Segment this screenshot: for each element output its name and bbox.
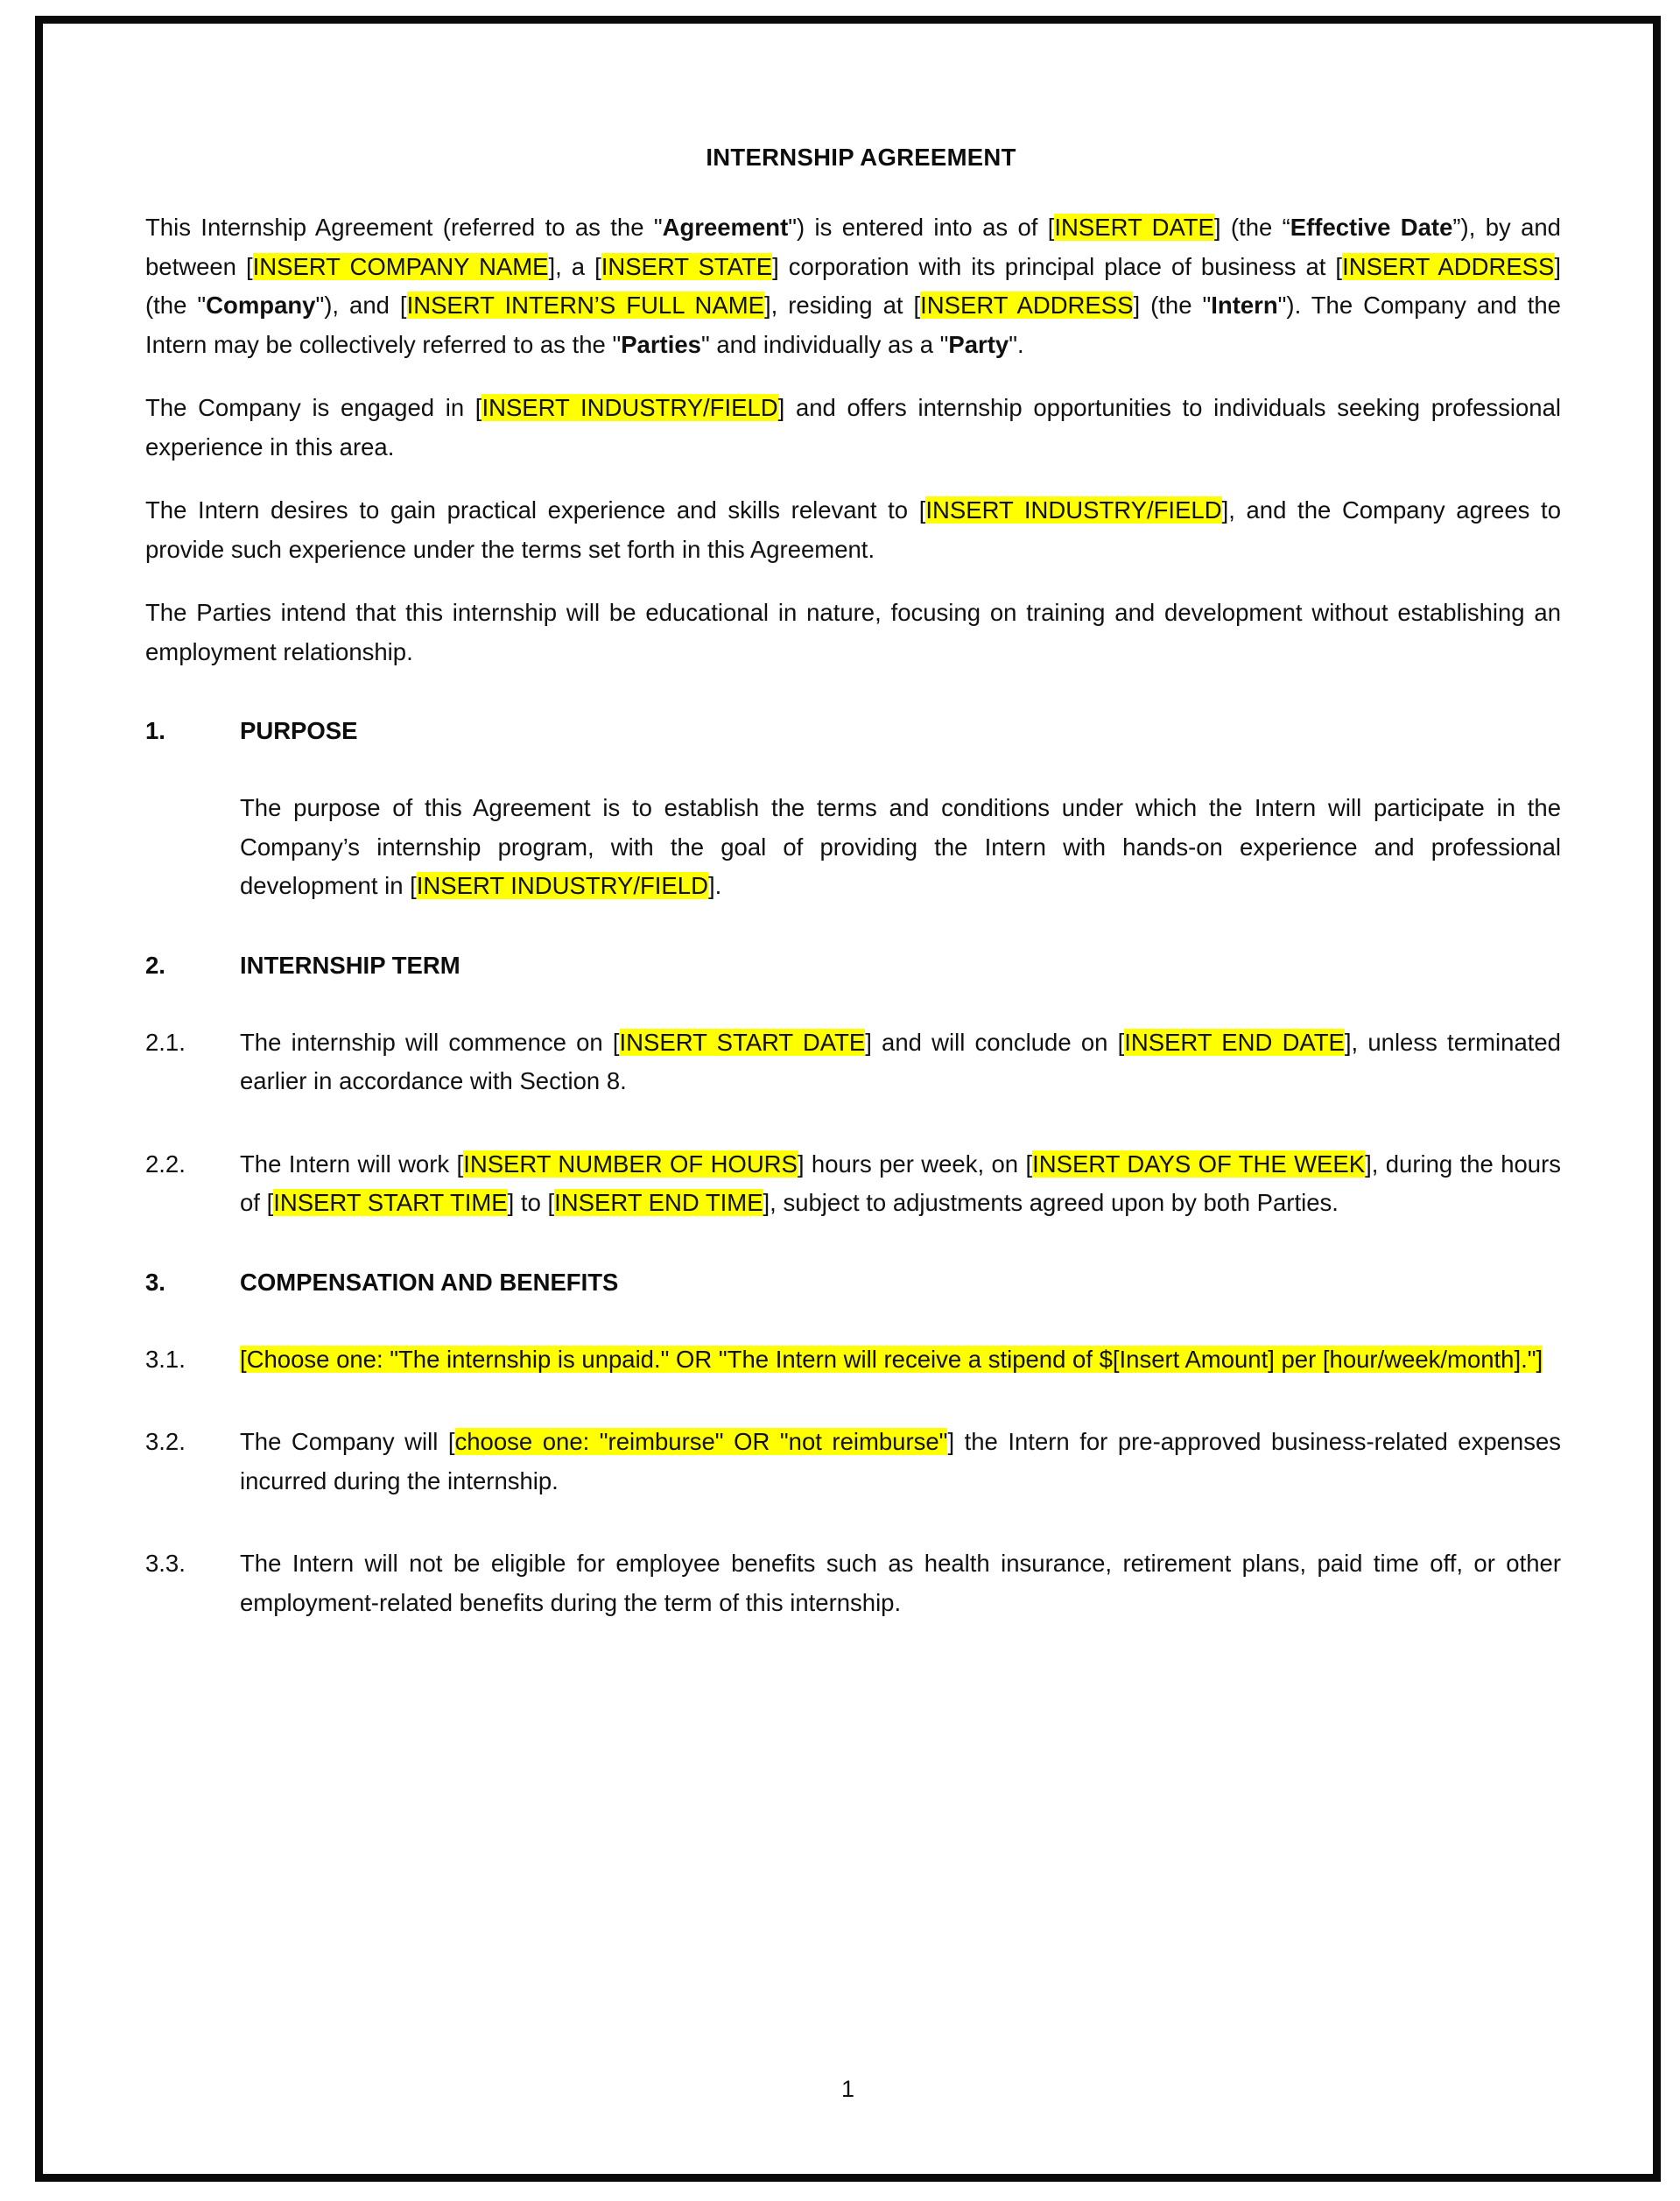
text-run: ] corporation with its principal place of business at [ [772,252,1343,280]
text-run: The internship will commence on [ [240,1028,620,1056]
text-run: ] and offers internship opportunities to individuals seeking professional experience in this area. [145,394,1561,461]
text-run: ”), by and between [ [145,214,1561,280]
clause-number: 3.3. [145,1550,186,1578]
term-effective-date: Effective Date [1290,214,1453,241]
text-run: ] (the " [145,252,1562,320]
text-run: ") is entered into as of [ [788,214,1055,241]
term-agreement: Agreement [662,214,789,241]
section-heading-1 [145,715,1561,747]
placeholder-insert-start-date: INSERT START DATE [619,1028,866,1056]
clause-3-3 [145,1544,1561,1622]
placeholder-insert-industry-field: INSERT INDUSTRY/FIELD [416,872,708,900]
text-run: ], a [ [548,252,601,280]
placeholder-insert-end-date: INSERT END DATE [1124,1028,1345,1056]
text-run: ". [1009,330,1024,358]
placeholder-insert-number-of-hours: INSERT NUMBER OF HOURS [463,1150,798,1178]
placeholder-insert-days-of-the-week: INSERT DAYS OF THE WEEK [1032,1150,1366,1178]
page-title: INTERNSHIP AGREEMENT [706,144,1016,171]
text-run: ] to [ [507,1189,555,1217]
document-body [16,12,1668,2189]
text-run: ] (the “ [1213,214,1290,241]
page-number: 1 [840,2076,855,2102]
term-parties: Parties [621,330,701,358]
placeholder-insert-start-time: INSERT START TIME [273,1189,508,1217]
text-run: "), and [ [315,292,407,320]
text-run: ], subject to adjustments agreed upon by both Parties. [763,1189,1339,1217]
section-heading-3 [145,1267,1561,1298]
section-number: 1. [145,717,165,745]
section-heading-2 [145,950,1561,981]
text-run: ] and will conclude on [ [865,1028,1125,1056]
term-company: Company [206,292,316,320]
clause-number: 3.1. [145,1345,186,1373]
section-1-body [240,789,1561,906]
placeholder-insert-address-intern: INSERT ADDRESS [920,292,1134,320]
clause-text [240,1145,1561,1223]
text-run: ] hours per week, on [ [797,1150,1033,1178]
preamble-paragraph-2 [145,389,1561,467]
section-title: INTERNSHIP TERM [240,951,460,979]
text-run: The Intern will work [ [240,1150,464,1178]
section-number: 2. [145,951,165,979]
placeholder-insert-industry-field: INSERT INDUSTRY/FIELD [482,394,778,422]
text-run: ]. [707,872,722,900]
preamble-paragraph-3 [145,491,1561,569]
clause-2-2 [145,1145,1561,1223]
text-run: The Company is engaged in [ [145,394,482,422]
text-run: ], unless terminated earlier in accordance with Section 8. [240,1028,1561,1095]
term-party: Party [948,330,1009,358]
text-run: ], during the hours of [ [240,1150,1561,1217]
text-run: ] the Intern for pre-approved business-related expenses incurred during the internship. [240,1428,1561,1494]
text-run: The Parties intend that this internship will be educational in nature, focusing on training and development without establishing an employment relationship. [145,599,1561,665]
section-title: PURPOSE [240,717,358,745]
preamble-paragraph-1 [145,208,1561,364]
text-run: The purpose of this Agreement is to establish the terms and conditions under which the Intern will participate in the Company’s internship program, with the goal of providing the Intern with hands-on experience and professional development in [ [240,794,1561,900]
placeholder-insert-end-time: INSERT END TIME [554,1189,763,1217]
placeholder-insert-intern-full-name: INSERT INTERN’S FULL NAME [406,292,764,320]
clause-number: 2.2. [145,1150,186,1178]
placeholder-insert-address-company: INSERT ADDRESS [1342,252,1555,280]
section-number: 3. [145,1268,165,1296]
text-run: ] (the " [1133,292,1212,320]
text-run: ], and the Company agrees to provide such experience under the terms set forth in this Agreement. [145,496,1561,563]
clause-text [240,1423,1561,1501]
text-run: " and individually as a " [700,330,949,358]
preamble-paragraph-4 [145,594,1561,672]
clause-text [240,1023,1561,1101]
text-run: The Intern will not be eligible for employee benefits such as health insurance, retirement plans, paid time off, or other employment-related benefits during the term of this internship. [240,1550,1561,1616]
placeholder-insert-industry-field: INSERT INDUSTRY/FIELD [925,496,1222,524]
clause-number: 2.1. [145,1028,186,1056]
placeholder-insert-date: INSERT DATE [1054,214,1214,241]
text-run: The Intern desires to gain practical experience and skills relevant to [ [145,496,926,524]
clause-3-1 [145,1340,1561,1380]
placeholder-choose-one-reimburse: choose one: "reimburse" OR "not reimburse" [454,1428,948,1456]
placeholder-choose-one-stipend: [Choose one: "The internship is unpaid." OR "The Intern will receive a stipend of $[Insert Amount] per [hour/week/month]."] [240,1345,1543,1373]
clause-3-2 [145,1423,1561,1501]
text-run: "). The Company and the Intern may be collectively referred to as the " [145,292,1561,358]
text-run: The Company will [ [240,1428,455,1456]
clause-2-1 [145,1023,1561,1101]
section-title: COMPENSATION AND BENEFITS [240,1268,619,1296]
clause-number: 3.2. [145,1428,186,1456]
placeholder-insert-company-name: INSERT COMPANY NAME [252,252,549,280]
text-run: This Internship Agreement (referred to as the " [145,214,663,241]
placeholder-insert-state: INSERT STATE [601,252,773,280]
clause-text [240,1340,1561,1380]
term-intern: Intern [1211,292,1278,320]
clause-text [240,1544,1561,1622]
text-run: ], residing at [ [763,292,921,320]
